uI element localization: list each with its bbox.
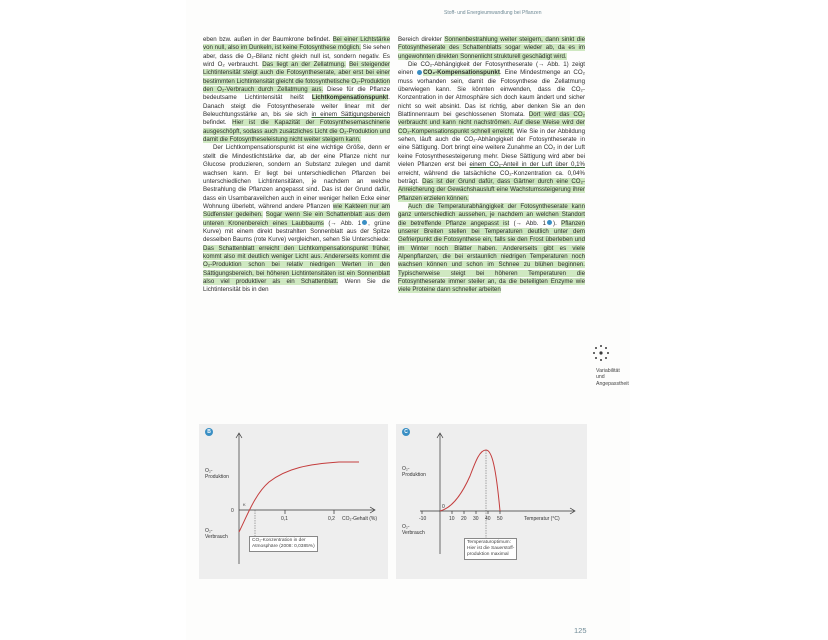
figure-c-curve	[440, 450, 500, 511]
text-run: Diese für die Pflanze bedeutsame Lichtintensität heißt	[203, 86, 390, 102]
figure-c-ticks	[419, 511, 503, 522]
figure-c-y-top-1: O₂-	[402, 466, 410, 472]
text-run: einem CO₂-Anteil in der Luft über 0,1%	[469, 161, 585, 169]
text-run: Das Schattenblatt erreicht den Lichtkompensationspunkt früher, kommt also mit deutlich weniger Licht aus. Andererseits kommt die O₂-Produktion schon bei relativ niedrigen Werten in den Sättigungsbereich, bei höheren Lichtintensitäten ist ein Sonnenblatt also viel produktiver als ein Schattenblatt.	[203, 244, 390, 285]
figure-b-callout	[249, 536, 318, 552]
figure-b-zero: 0	[231, 508, 234, 514]
figure-b-plot	[199, 424, 388, 579]
figure-c-zero: 0	[442, 504, 445, 510]
text-run: . Eine Mindestmenge an CO₂ muss vorhanden sein, damit die Fotosynthese die Zellatmung überwiegen kann. Sie könnten einwenden, dass die CO₂-Konzentration in der Atmosphäre sich doch kaum ändert und sicher nicht so weit absinkt. Das ist richtig, aber denken Sie an den Blattinnenraum bei geschlossenen Stomata.	[398, 69, 585, 119]
text-run: Bereich direkter	[398, 36, 445, 43]
figure-b-y-bottom-2: Verbrauch	[205, 534, 228, 540]
text-run: Der Lichtkompensationspunkt ist eine wichtige Größe, denn er stellt die Mindestlichtstärke dar, ab der eine Pflanze nicht nur Glucose produzieren, sondern an Substanz zulegen und damit wachsen kann. Er liegt bei unterschiedlichen Pflanzen bei unterschiedlichen Lichtintensitäten, je nachdem an welche Bestrahlung die Pflanzen angepasst sind. Das ist der Grund dafür, dass ein Usambaraveilchen auch in einer weniger hellen Ecke einer Wohnung überlebt, während andere Pflanzen	[203, 144, 390, 210]
variability-icon	[592, 344, 610, 362]
margin-note	[596, 368, 656, 387]
right-paragraph-3	[398, 203, 585, 295]
text-run: eben bzw. außen in der Baumkrone befindet.	[203, 36, 333, 43]
figure-b-callout-line-2: Atmosphäre (2008: 0,0385%)	[252, 544, 315, 549]
figure-c-y-top-2: Produktion	[402, 472, 426, 478]
figure-c-badge: C	[402, 428, 410, 436]
margin-note-line-3: Angepasstheit	[596, 380, 629, 387]
text-run: (→ Abb. 1	[323, 219, 362, 227]
text-run: Wie Sie in der Abbildung sehen, läuft auch die CO₂-Abhängigkeit der Fotosyntheserate in eine Sättigung. Dort bringt eine weitere Zunahme an CO₂ in der Luft keine Fotosynthesesteigerung mehr. Diese Sättigung wird aber bei vielen Pflanzen erst bei	[398, 127, 585, 169]
text-run: Pflanzen unserer Breiten stellen bei Temperaturen deutlich unter dem Gefrierpunkt die Fotosynthese ein, falls sie den Frost überleben und im Winter noch Blätter haben. Andererseits gibt es viele Alpenpflanzen, die bei erstaunlich niedrigen Temperaturen noch wachsen können und schon im Schnee zu blühen beginnen.	[398, 219, 585, 269]
text-run: wie Kakteen nur am Südfenster gedeihen.	[203, 202, 390, 219]
figure-b-y-top-2: Produktion	[205, 474, 229, 480]
text-run: Bei einer Lichtstärke von null, also im Dunkeln, ist keine Fotosynthese möglich.	[203, 36, 390, 52]
text-run: Wenn Sie die Lichtintensität bis in den	[203, 277, 390, 294]
right-column	[398, 36, 585, 295]
figure-c-tick-label: 50	[497, 516, 503, 522]
text-run: Auch die Temperaturabhängigkeit der Fotosyntheserate kann ganz unterschiedlich aussehen, je nachdem an welchen Standort die betreffende Pflanze angepasst ist	[398, 202, 585, 227]
left-paragraph-2	[203, 144, 390, 294]
text-run: ).	[553, 219, 562, 227]
figure-b-y-top-1: O₂-	[205, 468, 213, 474]
left-paragraph-1	[203, 36, 390, 144]
text-run: Typischerweise steigt bei höheren Temperaturen die Fotosyntheserate immer steiler an, da die beteiligten Enzyme wie viele Proteine dann schneller arbeiten	[398, 269, 585, 294]
figure-b	[199, 424, 388, 579]
text-run: CO₂-Kompensationspunkt	[423, 69, 500, 77]
figure-c	[396, 424, 587, 579]
figure-b-tick-label-2: 0,2	[328, 516, 335, 522]
figure-b-x-label: CO₂-Gehalt (%)	[342, 516, 378, 522]
text-run: befindet.	[203, 119, 233, 127]
text-run: . Danach steigt die Fotosyntheserate weiter linear mit der Beleuchtungsstärke an, bis sie sich	[203, 94, 390, 119]
text-run: Hier ist die Kapazität der Fotosynthesemaschinerie ausgeschöpft, sodass auch zusätzliches Licht die O₂-Produktion und damit die Fotosyntheseleistung nicht weiter steigern kann.	[203, 119, 390, 144]
page-number: 125	[574, 626, 587, 635]
text-run: Dort wird das CO₂ verbraucht und kann nicht nachströmen. Auf diese Weise wird der CO₂-Kompensationspunkt schnell erreicht.	[398, 111, 585, 135]
left-column	[203, 36, 390, 295]
figure-b-badge: B	[205, 428, 213, 436]
figure-c-callout	[464, 538, 517, 560]
figure-c-tick-label: 10	[449, 516, 455, 522]
text-run: in einem Sättigungsbereich	[311, 111, 390, 119]
figure-c-y-bottom-2: Verbrauch	[402, 530, 425, 536]
text-run: , grüne Kurve) mit einem direkt bestrahlten Sonnenblatt aus der Spitze desselben Baums (rote Kurve) vergleichen, sehen Sie Unterschiede:	[203, 219, 390, 244]
text-run: Das liegt an der Zellatmung.	[262, 61, 346, 69]
text-run: Sonnenbestrahlung weiter steigern, dann sinkt die Fotosyntheserate des Schattenblatts sogar wieder ab, da es im ungewohnten direkten Sonnenlicht strukturell geschädigt wird.	[398, 36, 585, 60]
margin-note-line-1: Variabilität	[596, 368, 620, 374]
figure-c-x-label: Temperatur (°C)	[524, 516, 560, 522]
figure-b-k-marker: K	[243, 502, 246, 507]
right-paragraph-2	[398, 61, 585, 203]
text-run: Die CO₂-Abhängigkeit der Fotosyntheserate (→ Abb. 1	[408, 61, 567, 69]
text-run: Lichtkompensationspunkt	[311, 94, 389, 102]
right-paragraph-1	[398, 36, 585, 61]
figure-c-tick-label: -10	[419, 516, 427, 522]
margin-note-line-2: und	[596, 374, 605, 381]
text-run: Bei steigender Lichtintensität steigt auch die Fotosyntheserate, aber erst bei einer bestimmten Lichtintensität gleicht die fotosynthetische O₂-Produktion den O₂-Verbrauch durch Zellatmung aus.	[203, 61, 390, 94]
figure-c-tick-label: 30	[473, 516, 479, 522]
figure-c-callout-line-1: Temperaturoptimum:	[467, 540, 511, 545]
figure-c-y-bottom-1: O₂-	[402, 524, 410, 530]
figure-b-y-bottom-1: O₂-	[205, 528, 213, 534]
figure-b-curve	[239, 462, 359, 532]
text-run: (→ Abb. 1	[509, 219, 547, 227]
figure-reference-dot	[417, 70, 422, 75]
figure-c-tick-label: 40	[485, 516, 491, 522]
running-head: Stoff- und Energieumwandlung bei Pflanzen	[444, 10, 542, 16]
figure-c-callout-line-2: Hier ist die Sauerstoff-	[467, 546, 515, 551]
figure-c-callout-line-3: produktion maximal	[467, 552, 509, 557]
figure-reference-dot	[362, 220, 367, 225]
figure-b-tick-label-1: 0,1	[281, 516, 288, 522]
text-run: Sie sehen aber, dass die O₂-Bilanz nicht gleich null ist, sondern negativ. Es wird O₂ verbraucht.	[203, 44, 390, 69]
text-run: ) zeigt einen	[398, 61, 585, 77]
text-run: erreicht, während die tatsächliche CO₂-Konzentration ca. 0,04% beträgt.	[398, 169, 585, 185]
figure-b-callout-line-1: CO₂-Konzentration in der	[252, 538, 306, 543]
figure-c-tick-label: 20	[461, 516, 467, 522]
figure-reference-dot	[547, 220, 552, 225]
text-run: Das ist der Grund dafür, dass Gärtner durch eine CO₂-Anreicherung der Gewächshausluft eine Wachstumssteigerung ihrer Pflanzen erzielen können.	[398, 177, 585, 202]
text-run: Sogar wenn Sie ein Schattenblatt aus dem unteren Kronenbereich eines Laubbaums	[203, 211, 390, 227]
